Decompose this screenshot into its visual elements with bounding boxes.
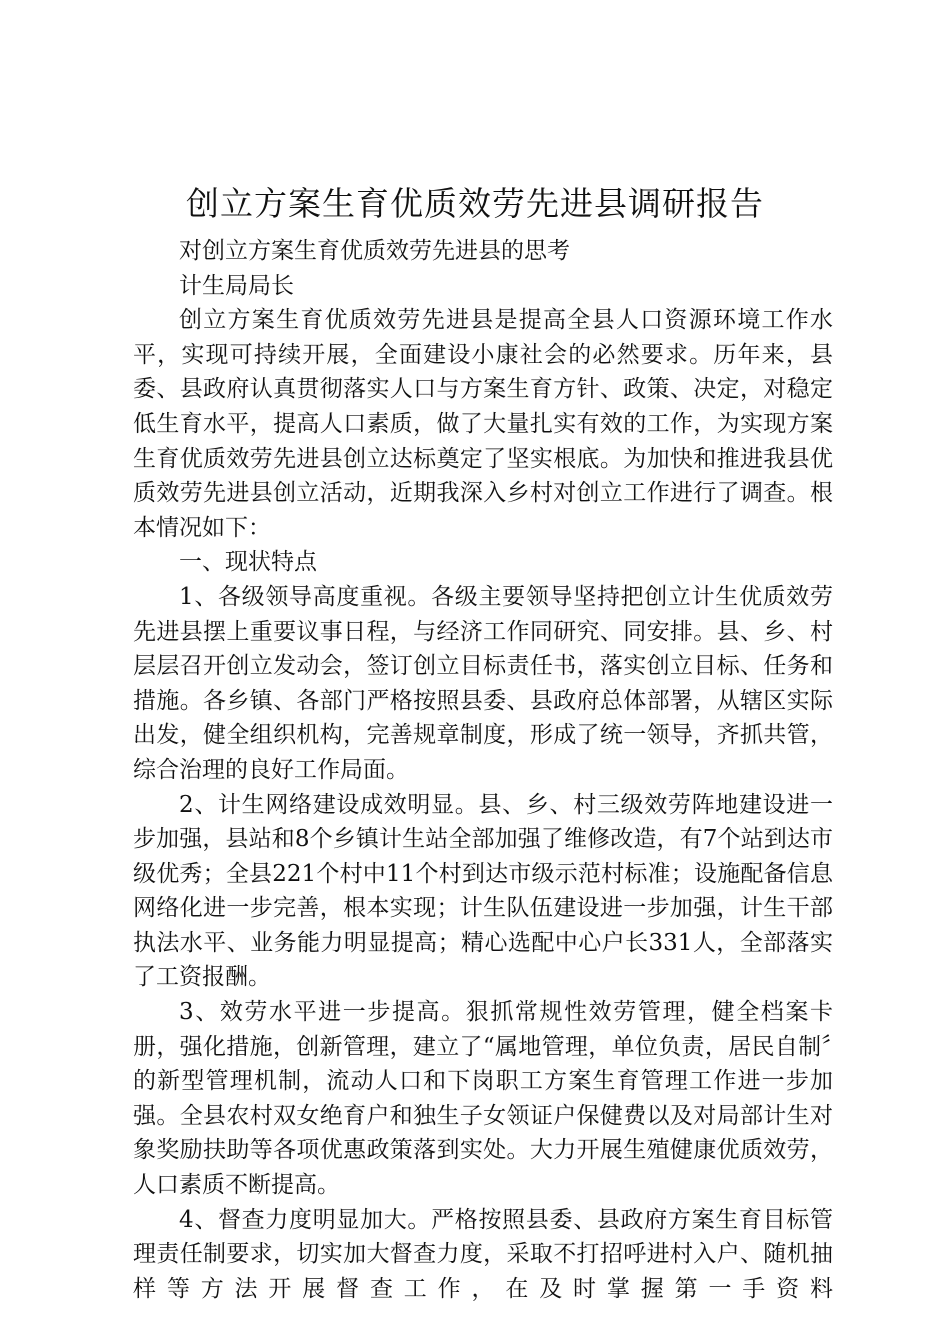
body-paragraph: 4、督查力度明显加大。严格按照县委、县政府方案生育目标管理责任制要求，切实加大督查力度，采取不打招呼进村入户、随机抽样等方法开展督查工作，在及时掌握第一手资料 — [133, 1206, 833, 1302]
document-body — [133, 234, 833, 1306]
author-line: 计生局局长 — [179, 272, 294, 299]
subtitle-paragraph: 对创立方案生育优质效劳先进县的思考 — [179, 238, 570, 264]
document-title: 创立方案生育优质效劳先进县调研报告 — [186, 184, 764, 223]
body-paragraph: 3、效劳水平进一步提高。狠抓常规性效劳管理，健全档案卡册，强化措施，创新管理，建立了“属地管理，单位负责，居民自制〞的新型管理机制，流动人口和下岗职工方案生育管理工作进一步加强。全县农村双女绝育户和独生子女领证户保健费以及对局部计生对象奖励扶助等各项优惠政策落到实处。大力开展生殖健康优质效劳，人口素质不断提高。 — [133, 999, 833, 1199]
body-paragraph: 1、各级领导高度重视。各级主要领导坚持把创立计生优质效劳先进县摆上重要议事日程，与经济工作同研究、同安排。县、乡、村层层召开创立发动会，签订创立目标责任书，落实创立目标、任务和措施。各乡镇、各部门严格按照县委、县政府总体部署，从辖区实际出发，健全组织机构，完善规章制度，形成了统一领导，齐抓共管，综合治理的良好工作局面。 — [133, 583, 833, 783]
body-paragraph: 2、计生网络建设成效明显。县、乡、村三级效劳阵地建设进一步加强，县站和8个乡镇计生站全部加强了维修改造，有7个站到达市级优秀；全县221个村中11个村到达市级示范村标准；设施配备信息网络化进一步完善，根本实现；计生队伍建设进一步加强，计生干部执法水平、业务能力明显提高；精心选配中心户长331人，全部落实了工资报酬。 — [133, 791, 833, 991]
section-heading: 一、现状特点 — [179, 549, 317, 576]
intro-paragraph: 创立方案生育优质效劳先进县是提高全县人口资源环境工作水平，实现可持续开展，全面建设小康社会的必然要求。历年来，县委、县政府认真贯彻落实人口与方案生育方针、政策、决定，对稳定低生育水平，提高人口素质，做了大量扎实有效的工作，为实现方案生育优质效劳先进县创立达标奠定了坚实根底。为加快和推进我县优质效劳先进县创立活动，近期我深入乡村对创立工作进行了调查。根本情况如下： — [133, 307, 833, 541]
